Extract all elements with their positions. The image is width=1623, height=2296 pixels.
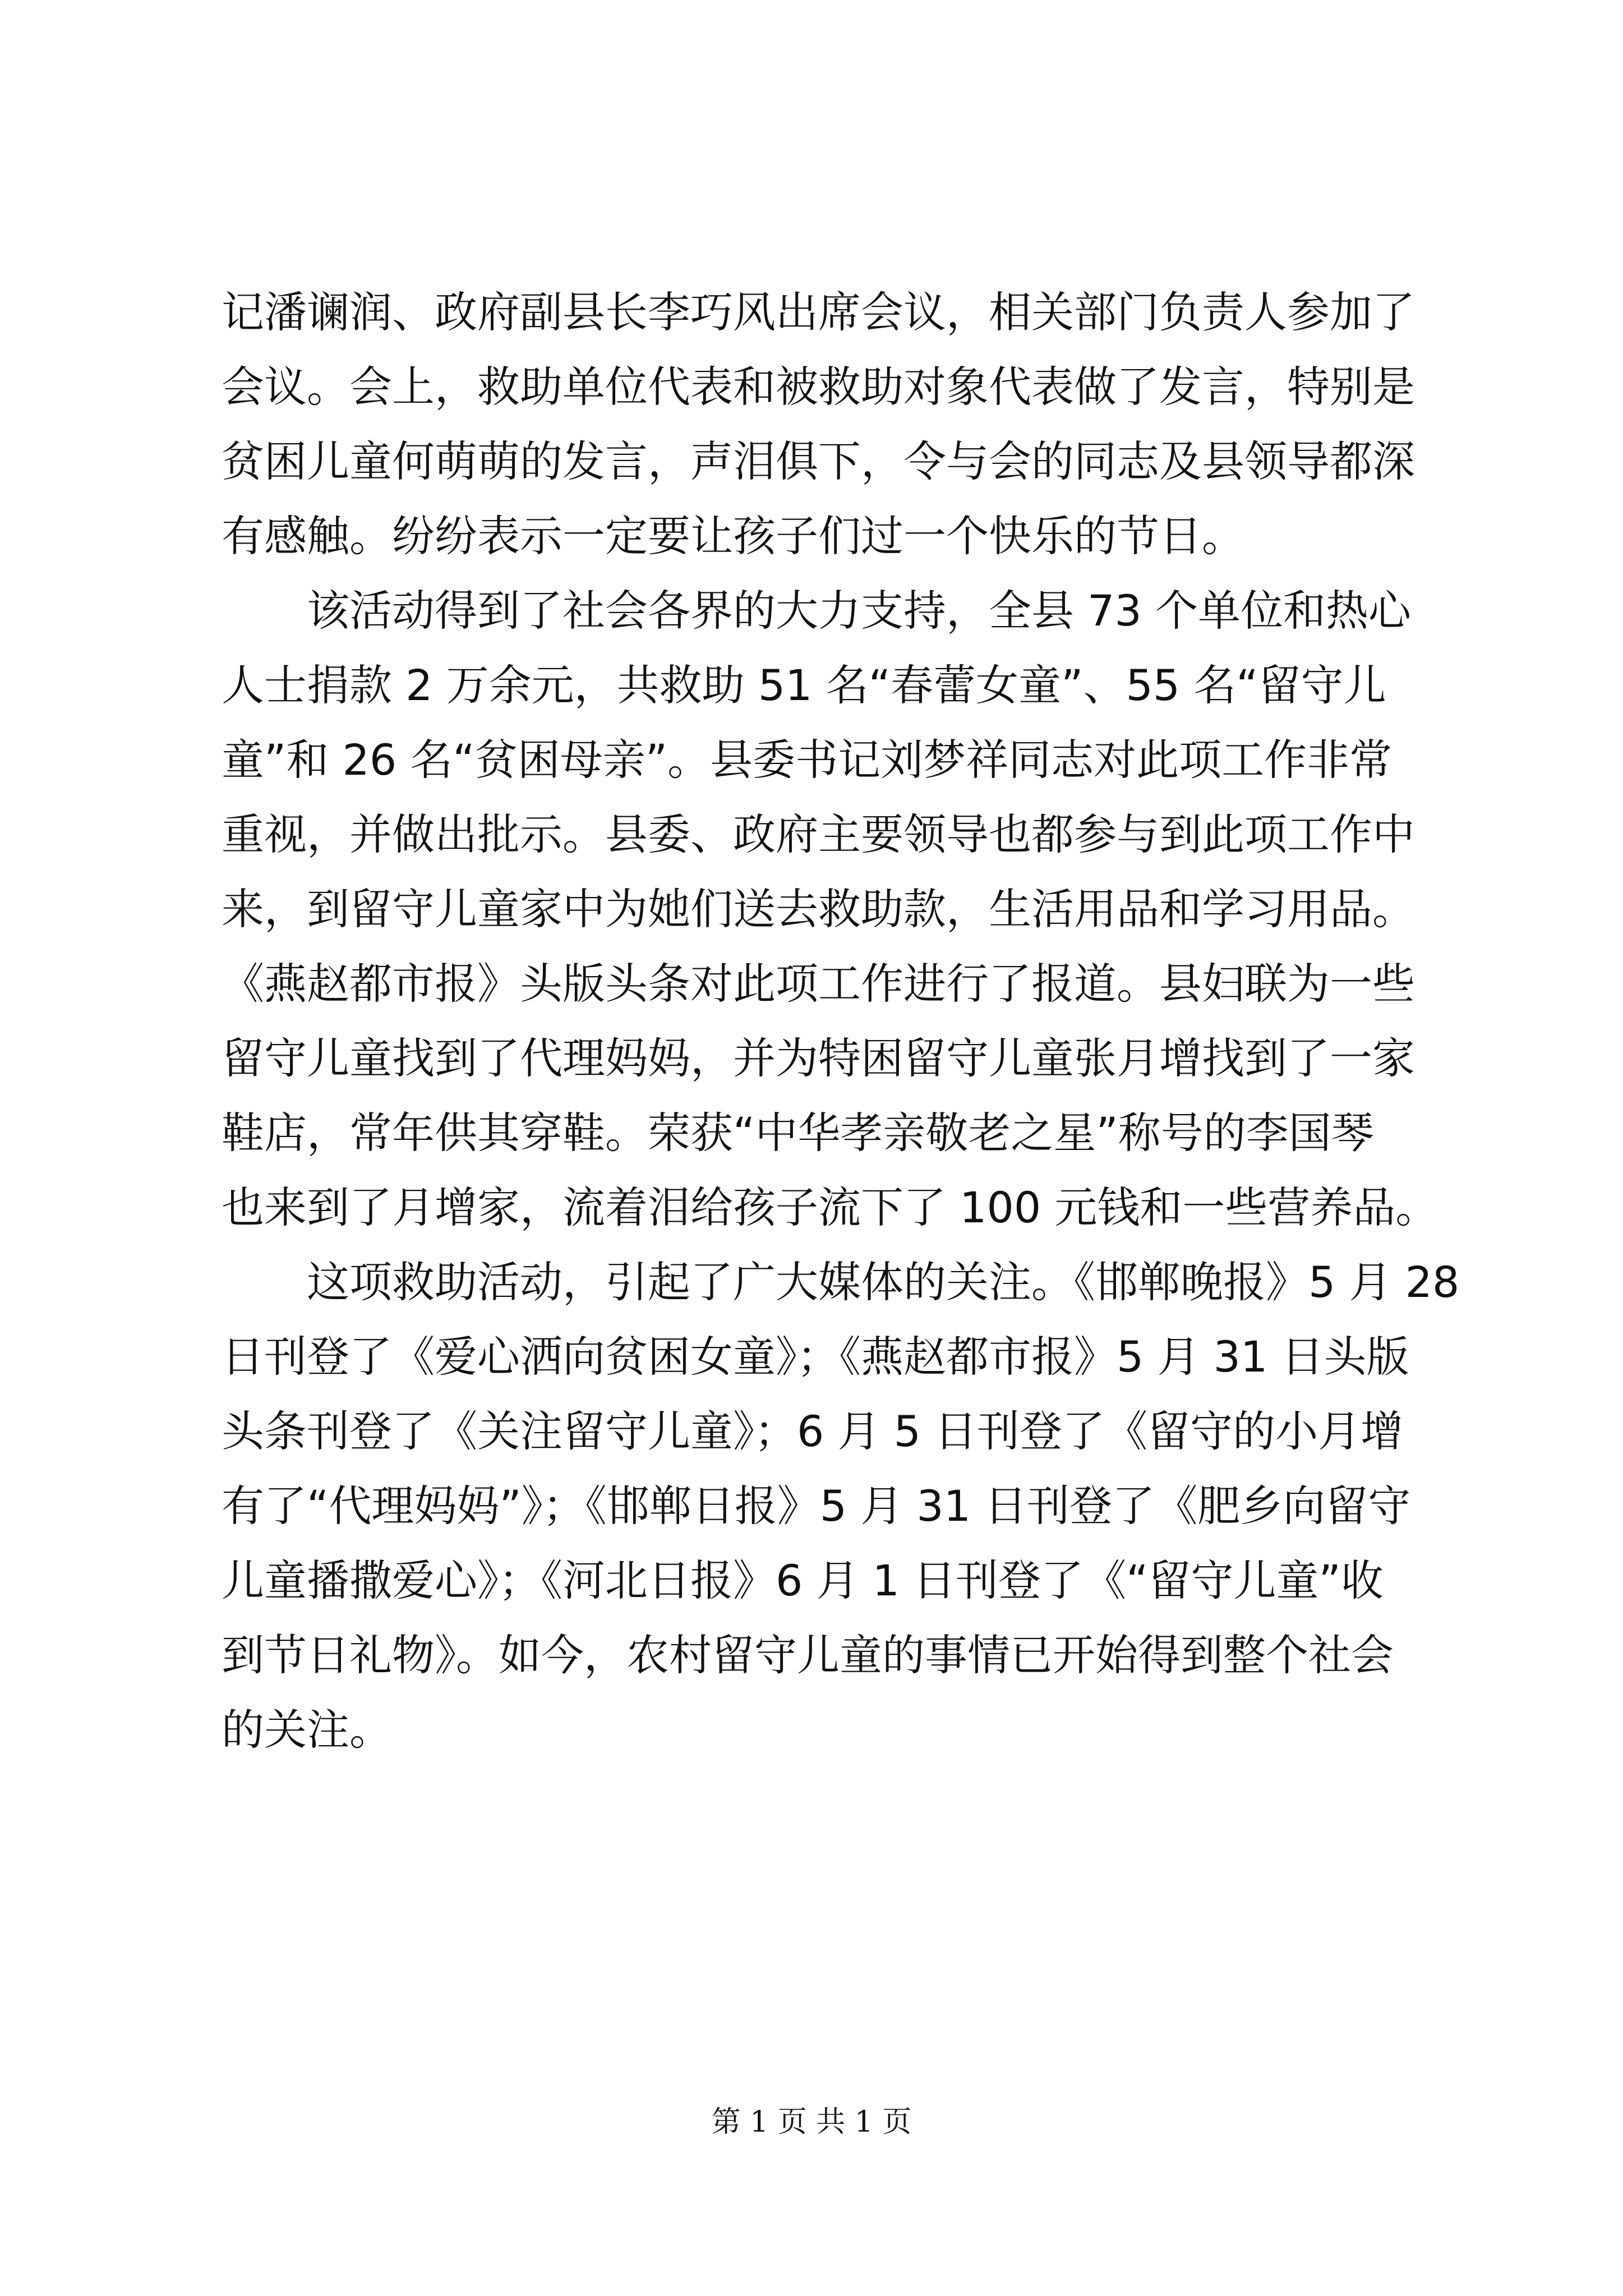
page-number-footer: 第 1 页 共 1 页	[711, 2105, 912, 2139]
text-line: 到节日礼物》。如今，农村留守儿童的事情已开始得到整个社会	[222, 1630, 1394, 1680]
text-line: 《燕赵都市报》头版头条对此项工作进行了报道。县妇联为一些	[222, 959, 1415, 1009]
text-line: 人士捐款 2 万余元，共救助 51 名“春蕾女童”、55 名“留守儿	[222, 660, 1386, 710]
text-line: 儿童播撒爱心》；《河北日报》6 月 1 日刊登了《“留守儿童”收	[222, 1556, 1384, 1605]
text-line: 这项救助活动，引起了广大媒体的关注。《邯郸晚报》5 月 28	[222, 1257, 1460, 1307]
text-line: 重视，并做出批示。县委、政府主要领导也都参与到此项工作中	[222, 809, 1415, 859]
text-line: 来，到留守儿童家中为她们送去救助款，生活用品和学习用品。	[222, 884, 1415, 934]
text-line: 鞋店，常年供其穿鞋。荣获“中华孝亲敬老之星”称号的李国琴	[222, 1108, 1374, 1158]
body-text	[222, 275, 1460, 1767]
text-line: 日刊登了《爱心洒向贫困女童》；《燕赵都市报》5 月 31 日头版	[222, 1332, 1409, 1382]
text-line: 有感触。纷纷表示一定要让孩子们过一个快乐的节日。	[222, 511, 1244, 561]
text-line: 会议。会上，救助单位代表和被救助对象代表做了发言，特别是	[222, 362, 1415, 412]
text-line: 有了“代理妈妈”》；《邯郸日报》5 月 31 日刊登了《肥乡向留守	[222, 1481, 1411, 1531]
text-line: 记潘谰润、政府副县长李巧风出席会议，相关部门负责人参加了	[222, 287, 1415, 337]
text-line: 头条刊登了《关注留守儿童》；6 月 5 日刊登了《留守的小月增	[222, 1406, 1404, 1456]
text-line: 童”和 26 名“贫困母亲”。县委书记刘梦祥同志对此项工作非常	[222, 735, 1393, 785]
text-line: 该活动得到了社会各界的大力支持，全县 73 个单位和热心	[222, 586, 1412, 636]
text-line: 贫困儿童何萌萌的发言，声泪俱下，令与会的同志及县领导都深	[222, 436, 1415, 486]
text-line: 的关注。	[222, 1705, 392, 1755]
text-line: 也来到了月增家，流着泪给孩子流下了 100 元钱和一些营养品。	[222, 1182, 1438, 1232]
text-line: 留守儿童找到了代理妈妈，并为特困留守儿童张月增找到了一家	[222, 1033, 1415, 1083]
